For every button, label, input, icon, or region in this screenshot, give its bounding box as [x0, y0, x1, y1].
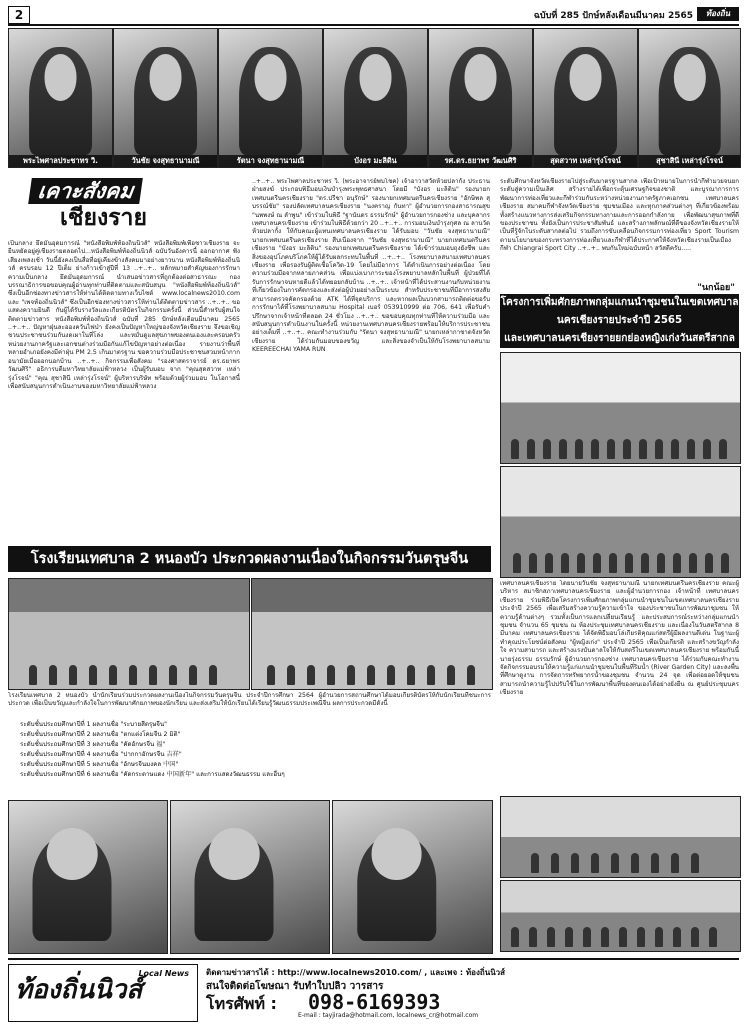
- column-logo-line2: เชียงราย: [60, 205, 147, 231]
- school-results: [20, 720, 490, 792]
- footer-website: ติดตามข่าวสารได้ : http://www.localnews2010.com/ , และเพจ : ท้องถิ่นนิวส์: [206, 968, 506, 977]
- portrait-photo: [323, 28, 428, 168]
- portrait-caption: สุชาสินี เหล่ารุ่งโรจน์: [639, 155, 740, 167]
- portrait-photo: [8, 28, 113, 168]
- result-item: ระดับชั้นประถมศึกษาปีที่ 2 ผลงานชื่อ "ตกแต่งโคมจีน 2 มิติ": [20, 731, 181, 738]
- project-body: เทศบาลนครเชียงราย โดยนายวันชัย จงสุทธานามณี นายกเทศมนตรีนครเชียงราย คณะผู้บริหาร สมาชิกสภาเทศบาลนครเชียงราย และผู้อำนวยการกอง เจ้าหน้าที่ เทศบาลนครเชียงราย ร่วมพิธีเปิดโครงการเพิ่มศักยภาพกลุ่มแกนนำชุมชนในเขตเทศบาลนครเชียงราย ประจำปี 2565 เพื่อเสริมสร้างความรู้ความเข้าใจ ของประชาชนในการพัฒนาชุมชน ให้ความรู้ด้านต่างๆ รวมทั้งเป็นการแลกเปลี่ยนเรียนรู้ และประสบการณ์ระหว่างกลุ่มแกนนำชุมชน จำนวน 65 ชุมชน ณ ห้องประชุมเทศบาลนครเชียงราย และเนื่องในวันสตรีสากล 8 มีนาคม เทศบาลนครเชียงราย ได้จัดพิธีมอบโล่เกียรติคุณแก่สตรีผู้มีผลงานดีเด่น ในฐานะผู้ทำคุณประโยชน์ต่อสังคม "ผู้หญิงเก่ง" ประจำปี 2565 เพื่อเป็นเกียรติ และสร้างขวัญกำลังใจ ความสามารถ และสร้างแรงบันดาลใจให้กับสตรีในเขตเทศบาลนครเชียงราย พร้อมกันนี้ นายรุ่งธรรม ธรรมรักษ์ ผู้อำนวยการกองช่าง เทศบาลนครเชียงราย ได้ร่วมกับคณะทำงานจัดกิจกรรมอบรมให้ความรู้แก่แกนนำชุมชนในพื้นที่ริมน้ำ (River Garden City) และลงพื้นที่ศึกษาดูงาน การจัดการทรัพยากรน้ำของชุมชน จำนวน 24 จุด เพื่อต่อยอดให้ชุมชนสามารถนำความรู้ไปปรับใช้ในการพัฒนาพื้นที่ของตนเองได้อย่างยั่งยืน ณ ศูนย์ประชุมนครเชียงราย: [500, 580, 739, 697]
- result-item: ระดับชั้นประถมศึกษาปีที่ 1 ผลงานชื่อ "ระบายสีตรุษจีน": [20, 721, 167, 728]
- project-headline-line2: นครเชียงรายประจำปี 2565: [556, 315, 683, 326]
- footer-logo-main: ท้องถิ่นนิวส์: [15, 975, 143, 1005]
- project-photo: [500, 466, 741, 578]
- column-body-left: เป็นกลาง ยึดมั่นอุดมการณ์ "หนังสือพิมพ์ท้องถิ่นนิวส์" หนังสือพิมพ์เพื่อชาวเชียงราย จะยืนหยัดอยู่คู่เชียงรายตลอดไป...หนังสือพิมพ์ท้องถิ่นนิวส์ ฉบับวันอังคารนี้ ออกอากาศ ฟังเสียงเพลงเช้า วันนี้ยังคงเป็นสื่อที่อยู่เคียงข้างสังคมมาอย่างยาวนาน หนังสือพิมพ์ท้องถิ่นนิวส์ ครบรอบ 12 ปีเต็ม ย่างก้าวเข้าสู่ปีที่ 13 ..+..+.. หลักหมายสำคัญของการรักษาความเป็นกลาง ยึดมั่นอุดมการณ์ นำเสนอข่าวสารที่ถูกต้องต่อสาธารณะ กองบรรณาธิการขอขอบคุณผู้อ่านทุกท่านที่ติดตามและสนับสนุน "หนังสือพิมพ์ท้องถิ่นนิวส์" ซึ่งเป็นอีกช่องทางข่าวสารให้ท่านได้ติดตามทางเว็บไซต์ www.localnews2010.com และ "เพจท้องถิ่นนิวส์" ซึ่งเป็นอีกช่องทางข่าวสารให้ท่านได้ติดตามข่าวสาร ..+..+.. ขอแสดงความยินดี กับผู้ได้รับรางวัลและเกียรติบัตรในกิจกรรมครั้งนี้ ส่วนนี้สำหรับผู้สนใจติดตามข่าวสาร หนังสือพิมพ์ท้องถิ่นนิวส์ ฉบับที่ 285 ปักษ์หลังเดือนมีนาคม 2565 ..+..+.. ปัญหาฝุ่นละอองควันไฟป่า ยังคงเป็นปัญหาใหญ่ของจังหวัดเชียงราย จึงขอเชิญชวนประชาชนร่วมกันงดเผาในที่โล่ง และหมั่นดูแลสุขภาพของตนเองและครอบครัว หน่วยงานภาครัฐและเอกชนต่างร่วมมือกันแก้ไขปัญหาอย่างต่อเนื่อง รายงานว่าพื้นที่หลายอำเภอยังคงมีค่าฝุ่น PM 2.5 เกินมาตรฐาน ขอความร่วมมือประชาชนสวมหน้ากากอนามัยเมื่อออกนอกบ้าน ..+..+.. กิจกรรมเพื่อสังคม "รองศาสตราจารย์ ดร.ธยาพร วัฒนศิริ" อธิการบดีมหาวิทยาลัยแม่ฟ้าหลวง เป็นผู้รับมอบ จาก "คุณสุดสวาท เหล่ารุ่งโรจน์" "คุณ สุชาสินี เหล่ารุ่งโรจน์" ผู้บริหารบริษัท พร้อมด้วยผู้ร่วมมอบ ในโอกาสนี้เพื่อสนับสนุนการดำเนินงานของมหาวิทยาลัยแม่ฟ้าหลวง: [8, 240, 240, 390]
- award-photo: [8, 800, 168, 954]
- portrait-caption: รัตนา จงสุทธานามณี: [219, 155, 322, 167]
- column-logo-line1: เคาะสังคม: [28, 178, 143, 204]
- award-photo: [332, 800, 493, 954]
- school-photo: [251, 578, 493, 690]
- portrait-caption: สุดสวาท เหล่ารุ่งโรจน์: [534, 155, 637, 167]
- portrait-caption: รศ.ดร.ธยาพร วัฒนศิริ: [429, 155, 532, 167]
- portrait-photo: [428, 28, 533, 168]
- footer: [8, 958, 739, 1022]
- portrait-photo: [533, 28, 638, 168]
- header-logo: ท้องถิ่น: [697, 7, 739, 21]
- school-headline: โรงเรียนเทศบาล 2 หนองบัว ประกวดผลงานเนื่องในกิจกรรมวันตรุษจีน: [8, 546, 491, 572]
- school-body: โรงเรียนเทศบาล 2 หนองบัว นำนักเรียนร่วมประกวดผลงานเนื่องในกิจกรรมวันตรุษจีน ประจำปีการศึกษา 2564 ผู้อำนวยการสถานศึกษาได้มอบเกียรติบัตรให้กับนักเรียนที่ชนะการประกวด เพื่อเป็นขวัญและกำลังใจในการพัฒนาศักยภาพของนักเรียน และส่งเสริมให้นักเรียนได้เรียนรู้วัฒนธรรมประเพณีจีน ผลการประกวดมีดังนี้: [8, 692, 491, 708]
- footer-phone-label: โทรศัพท์ :: [206, 994, 277, 1013]
- column-signature: "นกน้อย": [697, 283, 735, 293]
- page-header: [8, 6, 739, 26]
- project-headline: [500, 294, 739, 348]
- footer-phone: 098-6169393: [308, 990, 441, 1014]
- project-headline-line1: โครงการเพิ่มศักยภาพกลุ่มแกนนำชุมชนในเขตเทศบาล: [500, 297, 739, 308]
- result-item: ระดับชั้นประถมศึกษาปีที่ 4 ผลงานชื่อ "ปากกาอักษรจีน 吉祥": [20, 751, 182, 758]
- project-photo: [500, 880, 741, 952]
- project-photo: [500, 796, 741, 878]
- footer-logo: [8, 964, 198, 1022]
- page-number: 2: [8, 6, 30, 24]
- project-headline-line3: และเทศบาลนครเชียงรายยกย่องหญิงเก่งวันสตรีสากล: [504, 333, 735, 344]
- column-logo: [30, 178, 230, 236]
- column-body-middle: ..+..+.. พระไพศาลประชาทร วิ. (พระอาจารย์พบโชค) เจ้าอาวาสวัดห้วยปลากั้ง ประธานฝ่ายสงฆ์ ประกอบพิธีมอบเงินบำรุงพระพุทธศาสนา โดยมี "บังอร มะลิดิน" รองนายกเทศมนตรีนครเชียงราย "ดร.ปรีชา อนุรักษ์" รองนายกเทศมนตรีนครเชียงราย "อักษิพล สุบรรณ์ชัย" รองปลัดเทศบาลนครเชียงราย "นงคราญ กันทา" ผู้อำนวยการกองสาธารณสุข "นพพงษ์ ณ ลำพูน" เข้าร่วมในพิธี "ฐานันดร ธรรมรักษ์" ผู้อำนวยการกองช่าง และบุคลากรเทศบาลนครเชียงราย เข้าร่วมในพิธีด้วยกว่า 20 ..+..+.. การมอบเงินบำรุงกุศล ณ ลานวัดห้วยปลากั้ง ให้กับคณะผู้แทนเทศบาลนครเชียงราย ได้รับมอบ "วันชัย จงสุทธานามณี" นายกเทศมนตรีนครเชียงราย สืบเนื่องจาก "วันชัย จงสุทธานามณี" นายกเทศมนตรีนครเชียงราย "บังอร มะลิดิน" รองนายกเทศมนตรีนครเชียงราย ได้เข้าร่วมมอบถุงยังชีพ และสิ่งของอุปโภคบริโภคให้ผู้ได้รับผลกระทบในพื้นที่ ..+..+.. โรงพยาบาลสนามเทศบาลนครเชียงราย เพื่อรองรับผู้ติดเชื้อโควิด-19 โดยไม่มีอาการ ได้ดำเนินการอย่างต่อเนื่อง โดยความร่วมมือจากหลายภาคส่วน เพื่อแบ่งเบาภาระของโรงพยาบาลหลักในพื้นที่ ผู้ป่วยที่ได้รับการรักษาจนหายดีแล้วได้ทยอยกลับบ้าน ..+..+.. เจ้าหน้าที่ได้ประสานงานกับหน่วยงานที่เกี่ยวข้องในการคัดกรองและส่งต่อผู้ป่วยอย่างเป็นระบบ สำหรับประชาชนที่มีอาการสงสัยสามารถตรวจคัดกรองด้วย ATK ได้ที่จุดบริการ และหากผลเป็นบวกสามารถติดต่อขอรับการรักษาได้ที่โรงพยาบาลสนาม Hospital เบอร์ 053910999 ต่อ 706, 641 เพื่อรับคำปรึกษาจากเจ้าหน้าที่ตลอด 24 ชั่วโมง ..+..+.. ขอขอบคุณทุกท่านที่ให้ความร่วมมือ และสนับสนุนการดำเนินงานในครั้งนี้ หน่วยงานเทศบาลนครเชียงรายพร้อมให้บริการประชาชนอย่างเต็มที่ ..+..+.. คณะทำงานร่วมกับ "รัตนา จงสุทธานามณี" นายกเหล่ากาชาดจังหวัดเชียงราย ได้ร่วมกันมอบของขวัญ และสิ่งของจำเป็นให้กับโรงพยาบาลสนาม KEEREECHAI YAMA RUN: [252, 178, 490, 354]
- portrait-photo: [638, 28, 741, 168]
- footer-address: สนใจติดต่อโฆษณา รับทำใบปลิว วารสาร: [206, 981, 384, 992]
- award-photo: [170, 800, 330, 954]
- column-body-right: ระดับศึกษาจังหวัดเชียงรายไปสู่ระดับมาตรฐานสากล เพื่อเป้าหมายในการนำกีฬามวยจนยกระดับสู่ความเป็นเลิศ สร้างรายได้เพื่อกระตุ้นเศรษฐกิจของชาติ และบูรณาการการพัฒนาการท่องเที่ยวและกีฬาร่วมกันระหว่างหน่วยงานภาครัฐภาคเอกชน เทศบาลนครเชียงราย สมาคมกีฬาจังหวัดเชียงราย ชุมชนเมือง และทุกภาคส่วนต่างๆ ที่เกี่ยวข้องพร้อมทั้งสร้างแนวทางการส่งเสริมกิจกรรมทางกายและการออกกำลังกาย เพื่อพัฒนาสุขภาพที่ดีของประชาชน ทั้งยังเป็นการประชาสัมพันธ์ และสร้างภาพลักษณ์ที่ดีของจังหวัดเชียงรายให้เป็นที่รู้จักในระดับสากลต่อไป รวมถึงการขับเคลื่อนกิจกรรมการท่องเที่ยว Sport Tourism ตามนโยบายของกระทรวงการท่องเที่ยวและกีฬาที่ได้ประกาศให้จังหวัดเชียงรายเป็นเมืองกีฬา Chiangrai Sport City ..+..+.. พบกันใหม่ฉบับหน้า สวัสดีครับ.....: [500, 178, 739, 253]
- result-item: ระดับชั้นประถมศึกษาปีที่ 6 ผลงานชื่อ "คัดกระดาษแดง 中国新年" และการแสดงวัฒนธรรม และอื่นๆ: [20, 771, 285, 778]
- school-photo: [8, 578, 250, 690]
- portrait-photo: [218, 28, 323, 168]
- portrait-caption: วันชัย จงสุทธานามณี: [114, 155, 217, 167]
- issue-date: ฉบับที่ 285 ปักษ์หลังเดือนมีนาคม 2565: [533, 11, 693, 21]
- portrait-caption: บังอร มะลิดิน: [324, 155, 427, 167]
- footer-email: E-mail : tayjirada@hotmail.com, localnews_cr@hotmail.com: [298, 1012, 479, 1019]
- footer-logo-tag: Local News: [138, 969, 189, 978]
- portrait-row: [8, 28, 739, 168]
- result-item: ระดับชั้นประถมศึกษาปีที่ 5 ผลงานชื่อ "อักษรจีนมงคล 中国": [20, 761, 179, 768]
- project-photo: [500, 352, 741, 464]
- result-item: ระดับชั้นประถมศึกษาปีที่ 3 ผลงานชื่อ "คัดอักษรจีน 福": [20, 741, 166, 748]
- portrait-caption: พระไพศาลประชาทร วิ.: [9, 155, 112, 167]
- portrait-photo: [113, 28, 218, 168]
